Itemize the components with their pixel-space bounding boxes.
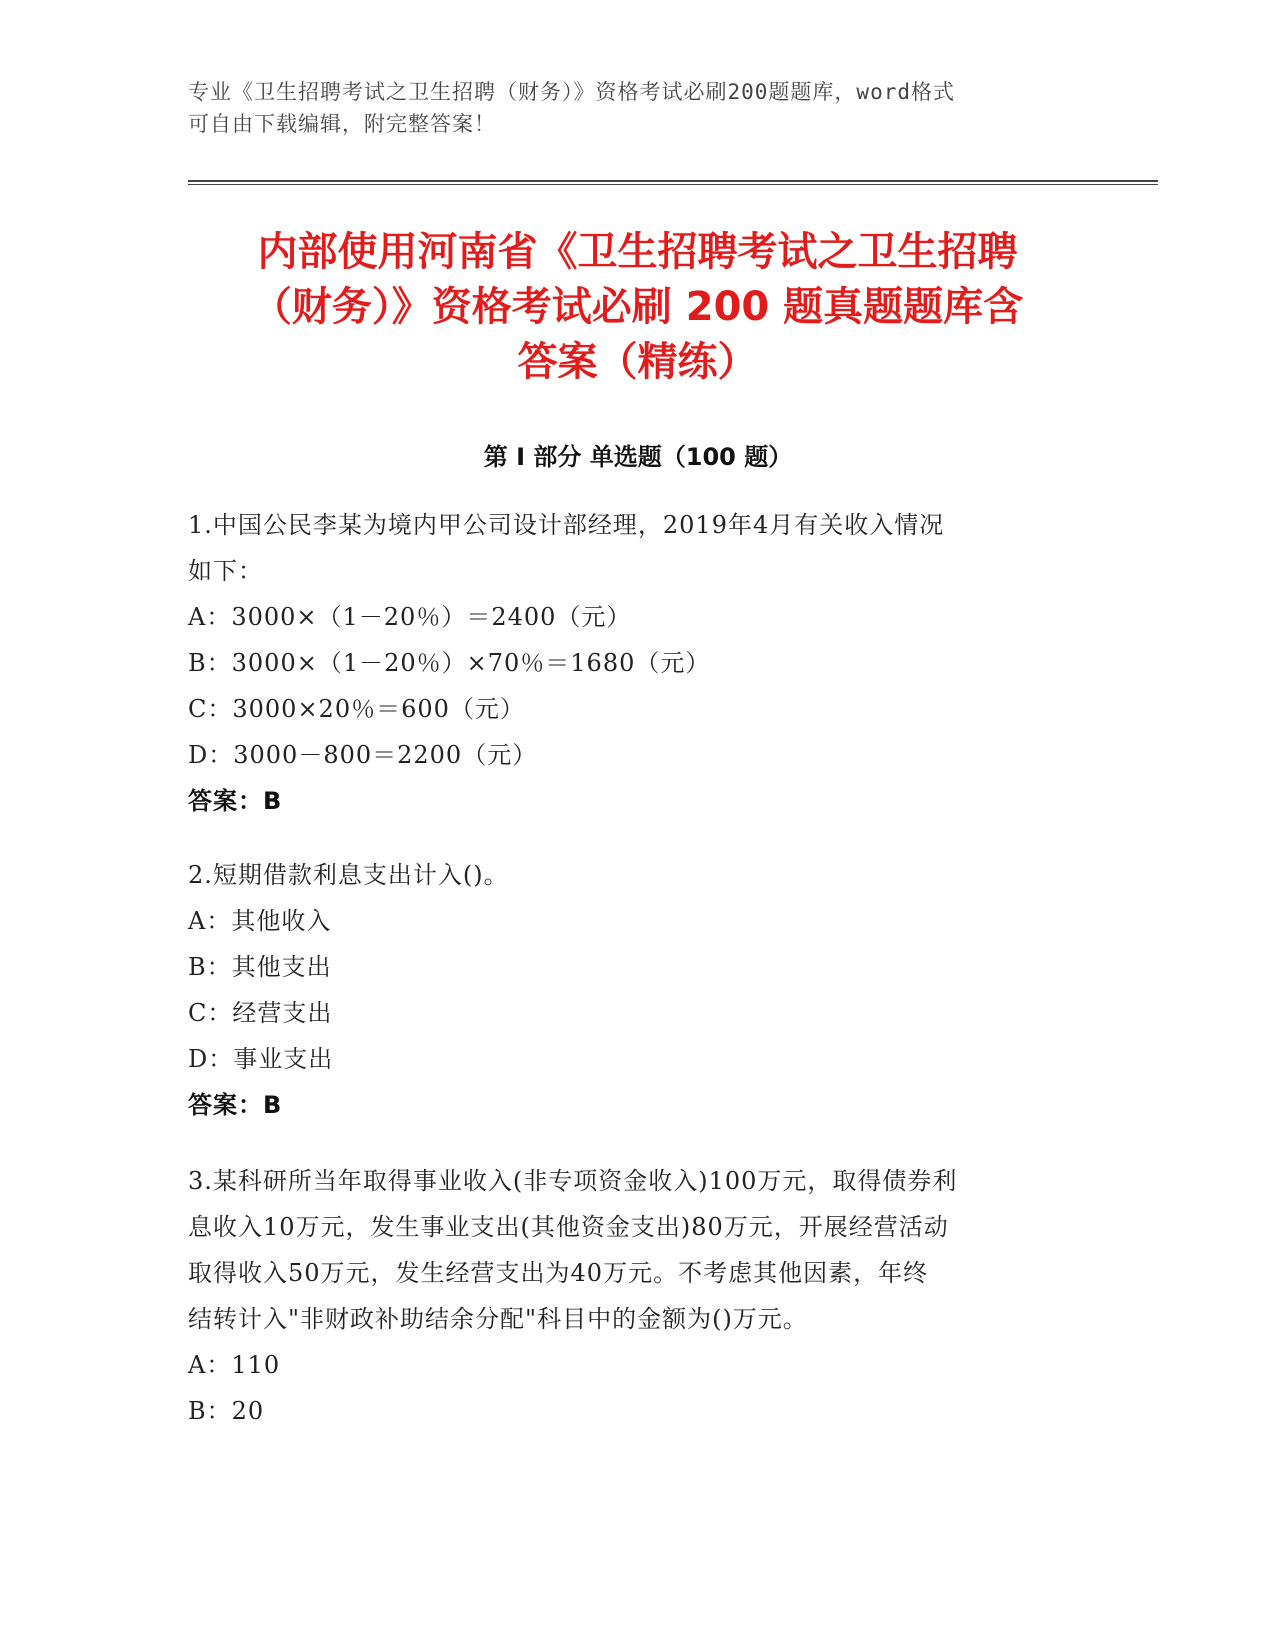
option-c: C：3000×20％＝600（元）	[188, 695, 525, 723]
option-c: C：经营支出	[188, 999, 333, 1027]
header-line-2: 可自由下载编辑，附完整答案！	[188, 112, 496, 136]
header-divider	[188, 180, 1158, 182]
question-3	[188, 1158, 1088, 1434]
option-d: D：事业支出	[188, 1045, 334, 1073]
question-stem-line: 结转计入"非财政补助结余分配"科目中的金额为()万元。	[188, 1305, 808, 1333]
document-header	[188, 76, 1068, 140]
question-stem-line: 如下：	[188, 557, 263, 585]
option-b: B：20	[188, 1397, 265, 1425]
question-stem-line: 取得收入50万元，发生经营支出为40万元。不考虑其他因素，年终	[188, 1259, 929, 1287]
question-1	[188, 502, 1088, 824]
option-b: B：3000×（1－20％）×70％＝1680（元）	[188, 649, 711, 677]
section-heading: 第 I 部分 单选题（100 题）	[483, 443, 793, 471]
document-title	[190, 225, 1085, 390]
title-line-1: 内部使用河南省《卫生招聘考试之卫生招聘	[257, 229, 1018, 275]
question-2	[188, 852, 1088, 1128]
option-d: D：3000－800＝2200（元）	[188, 741, 538, 769]
option-a: A：其他收入	[188, 907, 332, 935]
header-divider-thin	[188, 184, 1158, 185]
title-line-3: 答案（精练）	[517, 339, 758, 385]
answer: 答案：B	[188, 787, 283, 815]
question-stem-line: 1.中国公民李某为境内甲公司设计部经理，2019年4月有关收入情况	[188, 511, 945, 539]
option-b: B：其他支出	[188, 953, 332, 981]
question-stem-line: 3.某科研所当年取得事业收入(非专项资金收入)100万元，取得债券利	[188, 1167, 958, 1195]
title-line-2: （财务）》资格考试必刷 200 题真题题库含	[251, 284, 1024, 330]
option-a: A：3000×（1－20％）＝2400（元）	[188, 603, 632, 631]
option-a: A：110	[188, 1351, 281, 1379]
answer: 答案：B	[188, 1091, 283, 1119]
header-line-1: 专业《卫生招聘考试之卫生招聘（财务）》资格考试必刷200题题库，word格式	[188, 80, 955, 104]
question-stem-line: 2.短期借款利息支出计入()。	[188, 861, 509, 889]
question-stem-line: 息收入10万元，发生事业支出(其他资金支出)80万元，开展经营活动	[188, 1213, 949, 1241]
